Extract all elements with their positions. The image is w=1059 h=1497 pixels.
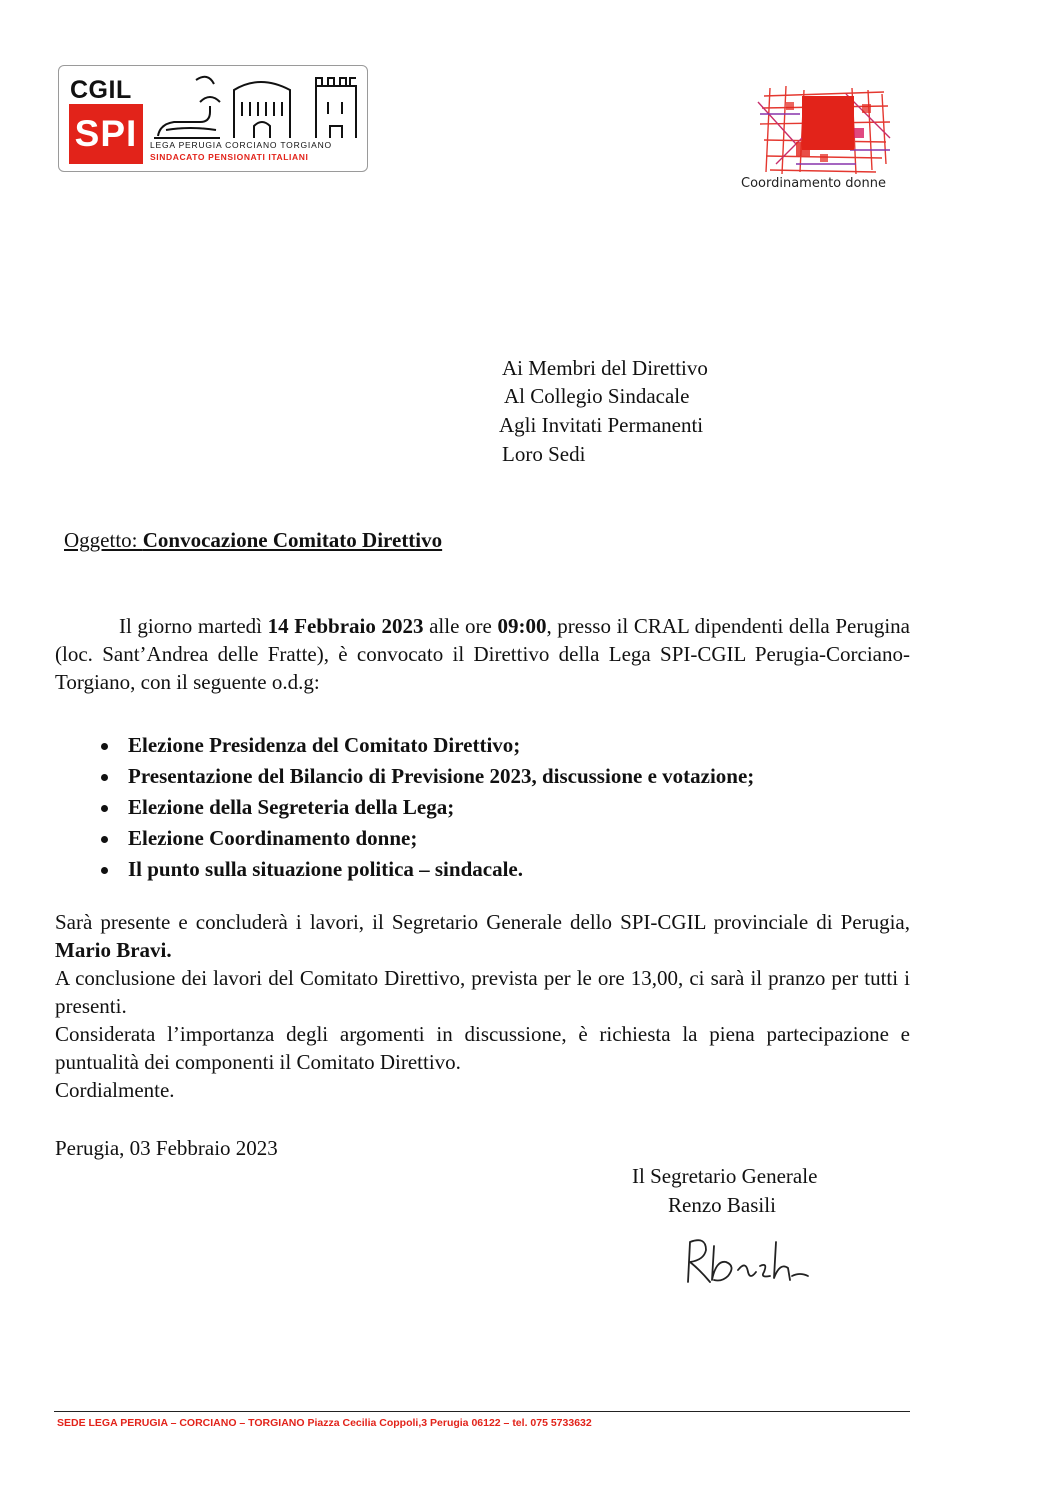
intro-paragraph xyxy=(55,612,910,696)
agenda-item-text: Presentazione del Bilancio di Previsione 2023, discussione e votazione; xyxy=(128,764,755,788)
agenda-item-text: Il punto sulla situazione politica – sindacale. xyxy=(128,857,523,881)
agenda-list xyxy=(96,730,754,885)
bullet-icon xyxy=(101,836,108,843)
intro-text-3: , presso il CRAL dipendenti della Perugina (loc. Sant’Andrea delle Fratte), è convocato il Direttivo della Lega SPI-CGIL Perugia-Corciano-Torgiano, con il seguente o.d.g: xyxy=(55,614,910,694)
recipient-line: Al Collegio Sindacale xyxy=(504,384,690,408)
agenda-item xyxy=(96,792,754,823)
logo-lega-text: LEGA PERUGIA CORCIANO TORGIANO xyxy=(150,140,332,150)
recipient-line: Loro Sedi xyxy=(502,442,586,466)
recipient-line: Agli Invitati Permanenti xyxy=(499,413,704,437)
agenda-item xyxy=(96,823,754,854)
agenda-item-text: Elezione Coordinamento donne; xyxy=(128,826,418,850)
agenda-item-text: Elezione della Segreteria della Lega; xyxy=(128,795,455,819)
bullet-icon xyxy=(101,774,108,781)
coordinamento-donne-caption: Coordinamento donne xyxy=(741,176,886,191)
coordinamento-donne-logo-icon xyxy=(756,84,892,176)
date-place: Perugia, 03 Febbraio 2023 xyxy=(55,1136,278,1160)
meeting-time: 09:00 xyxy=(497,614,547,638)
closing-paragraph xyxy=(55,908,910,964)
agenda-item xyxy=(96,761,754,792)
closing-salutation: Cordialmente. xyxy=(55,1078,175,1102)
bullet-icon xyxy=(101,805,108,812)
bullet-icon xyxy=(101,867,108,874)
intro-text-2: alle ore xyxy=(423,614,498,638)
logo-spi-badge: SPI xyxy=(69,104,143,164)
logo-sindacato-text: SINDACATO PENSIONATI ITALIANI xyxy=(150,152,309,162)
subject-line xyxy=(64,528,442,553)
closing-section xyxy=(55,908,910,1104)
subject-label: Oggetto: xyxy=(64,528,143,552)
logo-monuments-icon xyxy=(150,72,362,142)
logo-cgil-text: CGIL xyxy=(70,76,132,104)
signatory-name: Renzo Basili xyxy=(668,1193,776,1217)
intro-text-1: Il giorno martedì xyxy=(119,614,268,638)
subject-text: Convocazione Comitato Direttivo xyxy=(142,528,443,552)
footer-divider xyxy=(54,1411,910,1412)
meeting-date: 14 Febbraio 2023 xyxy=(267,614,424,638)
closing-paragraph: A conclusione dei lavori del Comitato Direttivo, prevista per le ore 13,00, ci sarà il pranzo per tutti i presenti. xyxy=(55,966,910,1018)
agenda-item xyxy=(96,730,754,761)
bullet-icon xyxy=(101,743,108,750)
recipient-line: Ai Membri del Direttivo xyxy=(502,356,708,380)
agenda-item xyxy=(96,854,754,885)
speaker-name: Mario Bravi. xyxy=(55,938,172,962)
agenda-item-text: Elezione Presidenza del Comitato Direttivo; xyxy=(128,733,521,757)
signatory-title: Il Segretario Generale xyxy=(632,1164,818,1188)
closing-paragraph: Considerata l’importanza degli argomenti in discussione, è richiesta la piena partecipazione e puntualità dei componenti il Comitato Direttivo. xyxy=(55,1022,910,1074)
handwritten-signature-icon xyxy=(676,1232,816,1290)
closing-text-1: Sarà presente e concluderà i lavori, il Segretario Generale dello SPI-CGIL provinciale di Perugia, xyxy=(55,910,910,934)
footer-address: SEDE LEGA PERUGIA – CORCIANO – TORGIANO Piazza Cecilia Coppoli,3 Perugia 06122 – tel. 075 5733632 xyxy=(57,1417,592,1429)
